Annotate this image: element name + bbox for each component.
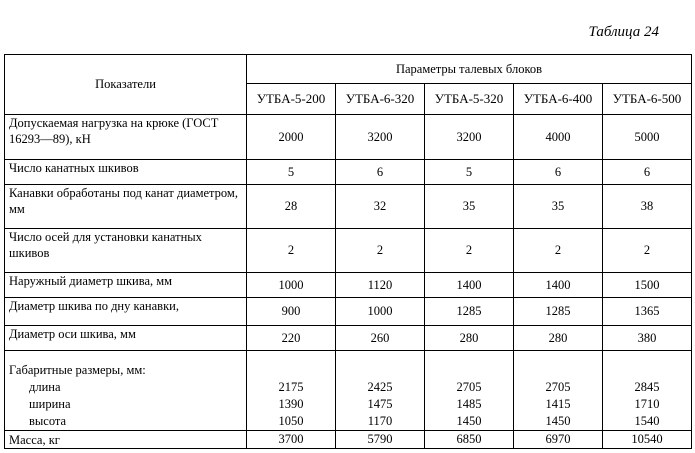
cell-value: 2 xyxy=(514,229,603,273)
column-header: УТБА-5-200 xyxy=(247,84,336,115)
cell-value: 2175 xyxy=(278,380,304,394)
cell-value: 6 xyxy=(514,160,603,185)
table-row xyxy=(5,351,692,431)
dimensions-values xyxy=(514,351,603,431)
cell-value: 6850 xyxy=(425,431,514,449)
cell-value: 1415 xyxy=(545,397,571,411)
cell-value: 35 xyxy=(425,185,514,229)
cell-value: 280 xyxy=(514,326,603,351)
row-label: Число осей для установки канатных шкивов xyxy=(5,229,247,273)
cell-value: 10540 xyxy=(603,431,692,449)
group-header: Параметры талевых блоков xyxy=(247,55,692,84)
dimensions-heading: Габаритные размеры, мм: xyxy=(9,363,146,377)
cell-value: 2705 xyxy=(456,380,482,394)
dimensions-values xyxy=(603,351,692,431)
cell-value: 280 xyxy=(425,326,514,351)
cell-value: 5 xyxy=(247,160,336,185)
parameters-table xyxy=(4,54,692,449)
cell-value: 1000 xyxy=(336,298,425,326)
sub-row-label: длина xyxy=(29,380,61,394)
cell-value: 6 xyxy=(603,160,692,185)
cell-value: 4000 xyxy=(514,115,603,160)
table-row xyxy=(5,431,692,449)
cell-value: 5 xyxy=(425,160,514,185)
cell-value: 1500 xyxy=(603,273,692,298)
cell-value: 260 xyxy=(336,326,425,351)
cell-value: 28 xyxy=(247,185,336,229)
cell-value: 2 xyxy=(603,229,692,273)
table-row xyxy=(5,326,692,351)
cell-value: 6970 xyxy=(514,431,603,449)
cell-value: 2000 xyxy=(247,115,336,160)
cell-value: 1450 xyxy=(456,414,482,428)
cell-value: 5000 xyxy=(603,115,692,160)
sub-row-label: ширина xyxy=(29,397,71,411)
cell-value: 35 xyxy=(514,185,603,229)
table-row xyxy=(5,115,692,160)
row-label: Диаметр шкива по дну канавки, xyxy=(5,298,247,326)
row-label: Диаметр оси шкива, мм xyxy=(5,326,247,351)
table-row xyxy=(5,229,692,273)
cell-value: 1170 xyxy=(367,414,393,428)
column-header: УТБА-5-320 xyxy=(425,84,514,115)
dimensions-values xyxy=(425,351,514,431)
sub-row-label: высота xyxy=(29,414,67,428)
cell-value: 900 xyxy=(247,298,336,326)
column-header: УТБА-6-400 xyxy=(514,84,603,115)
indicator-header: Показатели xyxy=(5,55,247,115)
cell-value: 380 xyxy=(603,326,692,351)
cell-value: 2 xyxy=(247,229,336,273)
column-header: УТБА-6-500 xyxy=(603,84,692,115)
cell-value: 2425 xyxy=(367,380,393,394)
cell-value: 1450 xyxy=(545,414,571,428)
cell-value: 1285 xyxy=(425,298,514,326)
cell-value: 38 xyxy=(603,185,692,229)
dimensions-values xyxy=(336,351,425,431)
cell-value: 1390 xyxy=(278,397,304,411)
cell-value: 32 xyxy=(336,185,425,229)
cell-value: 1120 xyxy=(336,273,425,298)
table-caption: Таблица 24 xyxy=(588,24,659,40)
cell-value: 1710 xyxy=(634,397,660,411)
cell-value: 220 xyxy=(247,326,336,351)
cell-value: 1000 xyxy=(247,273,336,298)
cell-value: 1540 xyxy=(634,414,660,428)
cell-value: 1400 xyxy=(425,273,514,298)
cell-value: 1285 xyxy=(514,298,603,326)
cell-value: 3700 xyxy=(247,431,336,449)
dimensions-values xyxy=(247,351,336,431)
table-row xyxy=(5,160,692,185)
cell-value: 1400 xyxy=(514,273,603,298)
cell-value: 1485 xyxy=(456,397,482,411)
cell-value: 1475 xyxy=(367,397,393,411)
column-header: УТБА-6-320 xyxy=(336,84,425,115)
cell-value: 3200 xyxy=(336,115,425,160)
table-row xyxy=(5,273,692,298)
row-label: Масса, кг xyxy=(5,431,247,449)
cell-value: 3200 xyxy=(425,115,514,160)
table-row xyxy=(5,298,692,326)
cell-value: 2 xyxy=(336,229,425,273)
row-label: Канавки обработаны под канат диаметром, мм xyxy=(5,185,247,229)
cell-value: 2845 xyxy=(634,380,660,394)
row-label: Допускаемая нагрузка на крюке (ГОСТ 16293—89), кН xyxy=(5,115,247,160)
cell-value: 6 xyxy=(336,160,425,185)
cell-value: 2 xyxy=(425,229,514,273)
cell-value: 5790 xyxy=(336,431,425,449)
cell-value: 1050 xyxy=(278,414,304,428)
cell-value: 1365 xyxy=(603,298,692,326)
row-label: Наружный диаметр шкива, мм xyxy=(5,273,247,298)
table-row xyxy=(5,185,692,229)
cell-value: 2705 xyxy=(545,380,571,394)
row-label: Число канатных шкивов xyxy=(5,160,247,185)
dimensions-label xyxy=(5,351,247,431)
